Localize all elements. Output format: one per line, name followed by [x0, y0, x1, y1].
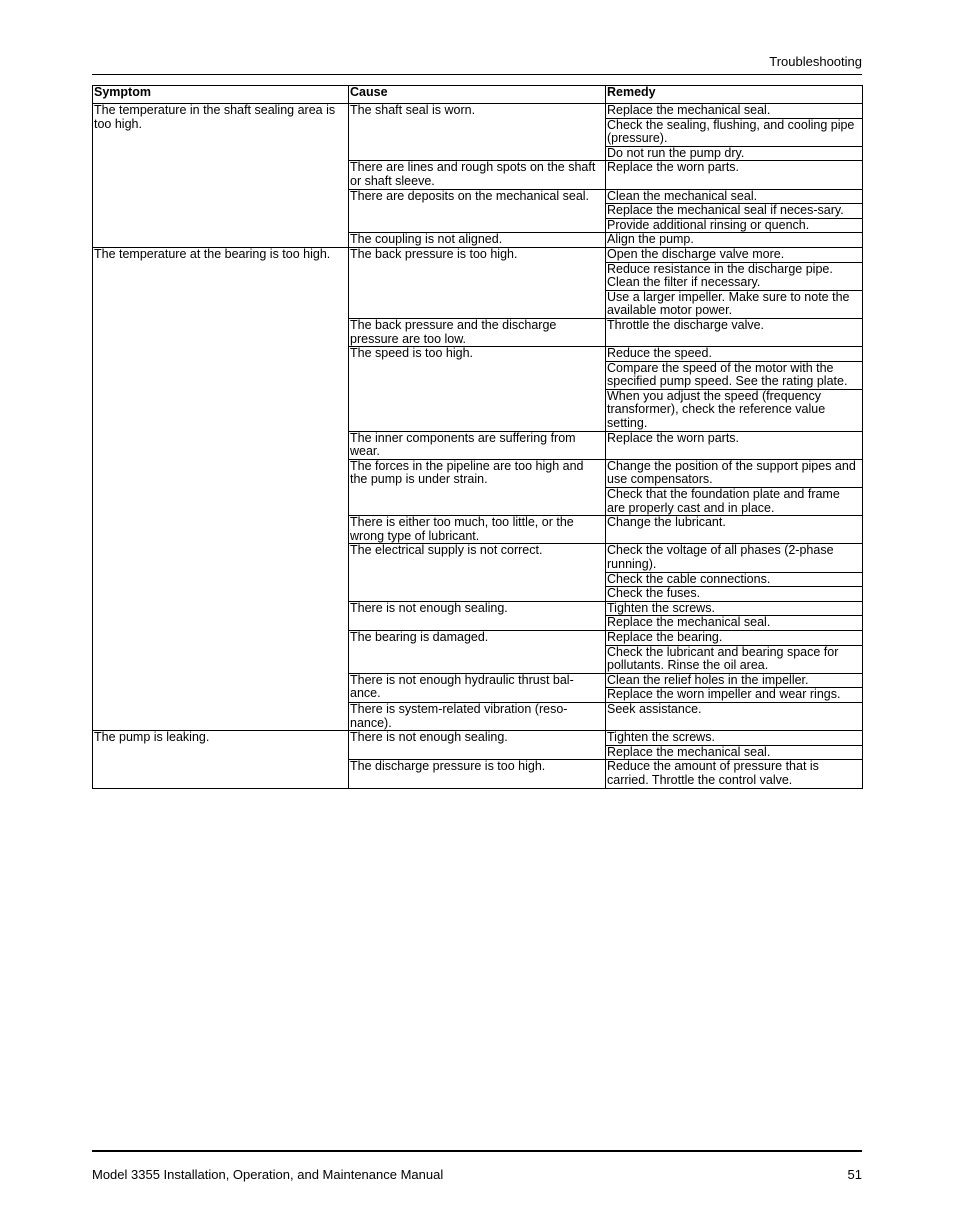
- remedy-cell: Provide additional rinsing or quench.: [606, 218, 863, 233]
- cause-cell: The inner components are suffering from wear.: [349, 431, 606, 459]
- table-row: [93, 104, 863, 119]
- troubleshooting-table: [92, 85, 863, 789]
- cause-cell: There are lines and rough spots on the shaft or shaft sleeve.: [349, 161, 606, 189]
- remedy-cell: Reduce the speed.: [606, 347, 863, 362]
- remedy-cell: Replace the worn impeller and wear rings.: [606, 688, 863, 703]
- remedy-cell: Check the fuses.: [606, 587, 863, 602]
- remedy-cell: Replace the worn parts.: [606, 431, 863, 459]
- remedy-cell: Check the cable connections.: [606, 572, 863, 587]
- remedy-cell: Tighten the screws.: [606, 601, 863, 616]
- remedy-cell: Change the position of the support pipes and use compensators.: [606, 459, 863, 487]
- symptom-cell: The pump is leaking.: [93, 731, 349, 788]
- cause-cell: There is not enough sealing.: [349, 601, 606, 630]
- cause-cell: The coupling is not aligned.: [349, 233, 606, 248]
- cause-cell: The shaft seal is worn.: [349, 104, 606, 161]
- footer-rule: [92, 1150, 862, 1152]
- remedy-cell: Seek assistance.: [606, 702, 863, 730]
- cause-cell: There is not enough hydraulic thrust bal-ance.: [349, 673, 606, 702]
- remedy-cell: Replace the mechanical seal.: [606, 745, 863, 760]
- remedy-cell: Check the sealing, flushing, and cooling pipe (pressure).: [606, 118, 863, 146]
- remedy-cell: Reduce the amount of pressure that is carried. Throttle the control valve.: [606, 760, 863, 788]
- header-rule: [92, 74, 862, 75]
- remedy-cell: Change the lubricant.: [606, 516, 863, 544]
- remedy-cell: Compare the speed of the motor with the specified pump speed. See the rating plate.: [606, 361, 863, 389]
- cause-cell: The back pressure and the discharge pressure are too low.: [349, 318, 606, 346]
- table-row: [93, 731, 863, 746]
- column-header-remedy: Remedy: [606, 86, 863, 104]
- column-header-cause: Cause: [349, 86, 606, 104]
- remedy-cell: Check the voltage of all phases (2-phase running).: [606, 544, 863, 572]
- remedy-cell: Align the pump.: [606, 233, 863, 248]
- remedy-cell: When you adjust the speed (frequency transformer), check the reference value setting.: [606, 389, 863, 431]
- cause-cell: The discharge pressure is too high.: [349, 760, 606, 788]
- cause-cell: The speed is too high.: [349, 347, 606, 432]
- remedy-cell: Check the lubricant and bearing space for pollutants. Rinse the oil area.: [606, 645, 863, 673]
- table-body: [93, 104, 863, 789]
- remedy-cell: Throttle the discharge valve.: [606, 318, 863, 346]
- remedy-cell: Tighten the screws.: [606, 731, 863, 746]
- cause-cell: The bearing is damaged.: [349, 630, 606, 673]
- remedy-cell: Do not run the pump dry.: [606, 146, 863, 161]
- symptom-cell: The temperature at the bearing is too high.: [93, 247, 349, 730]
- remedy-cell: Replace the bearing.: [606, 630, 863, 645]
- remedy-cell: Replace the mechanical seal.: [606, 616, 863, 631]
- cause-cell: There is either too much, too little, or the wrong type of lubricant.: [349, 516, 606, 544]
- symptom-cell: The temperature in the shaft sealing area is too high.: [93, 104, 349, 248]
- page-number: 51: [847, 1167, 862, 1182]
- cause-cell: The back pressure is too high.: [349, 247, 606, 318]
- table-row: [93, 247, 863, 262]
- remedy-cell: Check that the foundation plate and frame are properly cast and in place.: [606, 488, 863, 516]
- cause-cell: There is not enough sealing.: [349, 731, 606, 760]
- remedy-cell: Clean the relief holes in the impeller.: [606, 673, 863, 688]
- column-header-symptom: Symptom: [93, 86, 349, 104]
- page-header: [92, 54, 862, 70]
- cause-cell: The forces in the pipeline are too high and the pump is under strain.: [349, 459, 606, 515]
- manual-title: Model 3355 Installation, Operation, and Maintenance Manual: [92, 1167, 444, 1182]
- cause-cell: The electrical supply is not correct.: [349, 544, 606, 601]
- remedy-cell: Reduce resistance in the discharge pipe. Clean the filter if necessary.: [606, 262, 863, 290]
- section-title: Troubleshooting: [769, 54, 862, 69]
- cause-cell: There is system-related vibration (reso-nance).: [349, 702, 606, 730]
- remedy-cell: Open the discharge valve more.: [606, 247, 863, 262]
- remedy-cell: Replace the mechanical seal if neces-sary.: [606, 204, 863, 219]
- page-footer: [92, 1167, 862, 1183]
- cause-cell: There are deposits on the mechanical seal.: [349, 189, 606, 233]
- remedy-cell: Replace the worn parts.: [606, 161, 863, 189]
- remedy-cell: Clean the mechanical seal.: [606, 189, 863, 204]
- table-header-row: [93, 86, 863, 104]
- remedy-cell: Replace the mechanical seal.: [606, 104, 863, 119]
- remedy-cell: Use a larger impeller. Make sure to note the available motor power.: [606, 290, 863, 318]
